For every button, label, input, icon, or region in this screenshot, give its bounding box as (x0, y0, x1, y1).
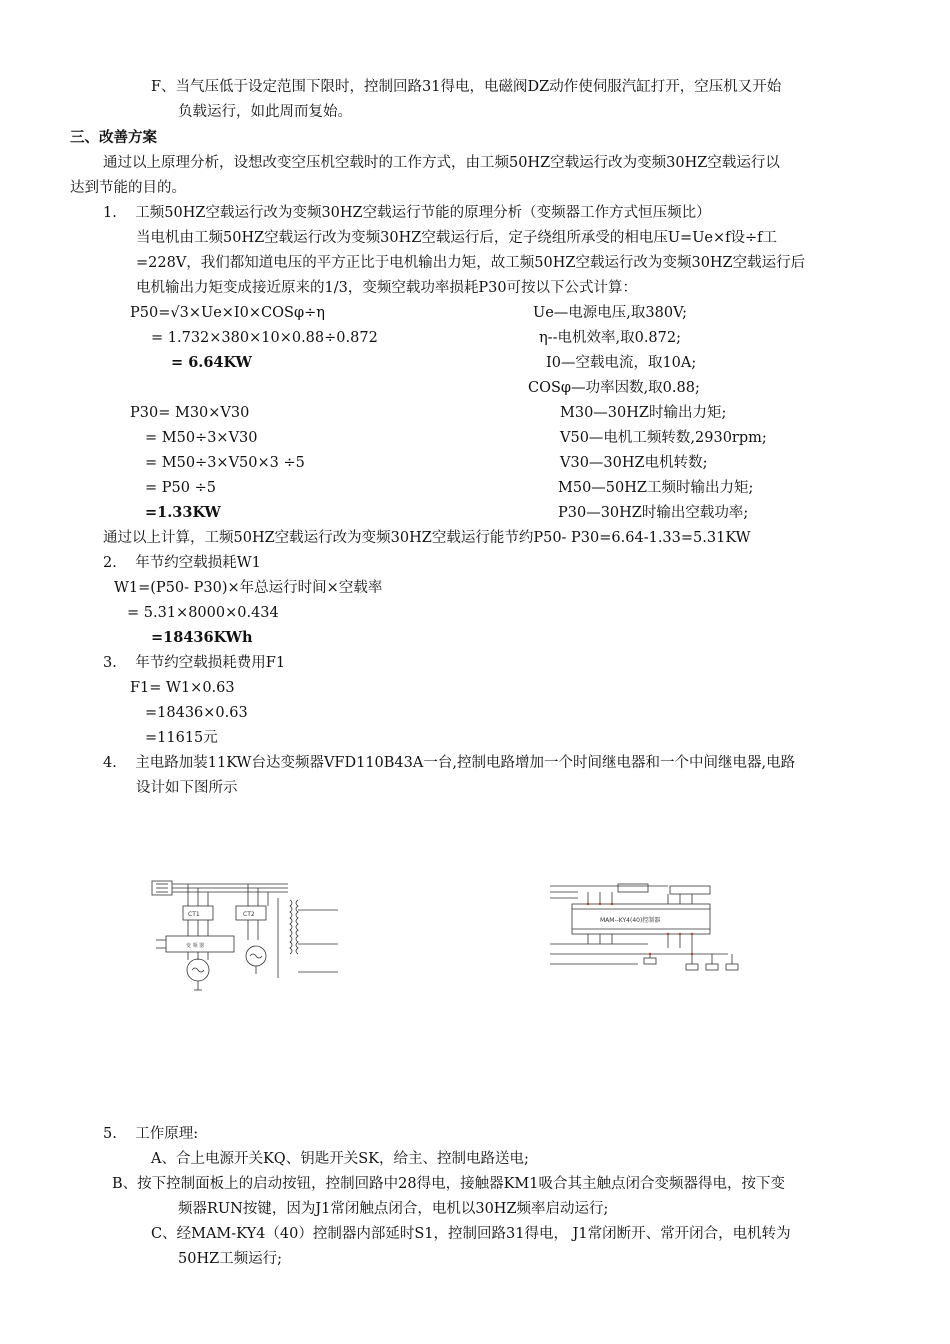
paragraph-line: F、当气压低于设定范围下限时，控制回路31得电，电磁阀DZ动作使伺服汽缸打开，空压机又开始 (151, 79, 782, 95)
definition-line: P30—30HZ时输出空载功率; (558, 505, 749, 521)
paragraph-line: 负载运行，如此周而复始。 (178, 104, 352, 120)
formula-line: =18436×0.63 (145, 705, 248, 721)
formula-line: = M50÷3×V30 (145, 430, 258, 446)
formula-line: = 5.31×8000×0.434 (127, 605, 279, 621)
control-circuit-diagram (548, 882, 743, 982)
definition-line: I0—空载电流，取10A; (546, 355, 697, 371)
ct1-label: CT1 (188, 911, 200, 918)
formula-result: =1.33KW (145, 504, 221, 521)
paragraph-line: C、经MAM-KY4（40）控制器内部延时S1，控制回路31得电， J1常闭断开、常开闭合，电机转为 (151, 1226, 791, 1242)
formula-line: W1=(P50- P30)×年总运行时间×空载率 (114, 580, 383, 596)
definition-line: Ue—电源电压,取380V; (533, 305, 687, 321)
formula-line: =11615元 (145, 730, 218, 746)
formula-line: P50=√3×Ue×I0×COSφ÷η (130, 305, 325, 321)
paragraph-line: 频器RUN按键，因为J1常闭触点闭合，电机以30HZ频率启动运行; (178, 1201, 609, 1217)
formula-line: P30= M30×V30 (130, 405, 250, 421)
definition-line: M30—30HZ时输出力矩; (560, 405, 727, 421)
list-item-heading: 5. 工作原理: (103, 1126, 199, 1142)
formula-line: = M50÷3×V50×3 ÷5 (145, 455, 305, 471)
definition-line: M50—50HZ工频时输出力矩; (558, 480, 754, 496)
paragraph-line: 达到节能的目的。 (70, 180, 186, 196)
paragraph-line: 当电机由工频50HZ空载运行改为变频30HZ空载运行后，定子绕组所承受的相电压U=Ue×f设÷f工 (136, 230, 778, 246)
controller-label: MAM--KY4(40)控制器 (600, 917, 661, 924)
section-heading: 三、改善方案 (70, 129, 157, 146)
definition-line: η--电机效率,取0.872; (539, 330, 681, 346)
paragraph-line: B、按下控制面板上的启动按钮，控制回路中28得电，接触器KM1吸合其主触点闭合变频器得电，按下变 (112, 1176, 786, 1192)
paragraph-line: 设计如下图所示 (136, 780, 238, 796)
paragraph-line: 50HZ工频运行; (178, 1251, 283, 1267)
list-item-heading: 2. 年节约空载损耗W1 (103, 555, 261, 571)
formula-line: = 1.732×380×10×0.88÷0.872 (151, 330, 378, 346)
paragraph-line: =228V，我们都知道电压的平方正比于电机输出力矩，故工频50HZ空载运行改为变频30HZ空载运行后 (136, 255, 806, 271)
paragraph-line: 通过以上计算，工频50HZ空载运行改为变频30HZ空载运行能节约P50- P30=6.64-1.33=5.31KW (103, 530, 751, 546)
definition-line: V30—30HZ电机转数; (560, 455, 708, 471)
definition-line: V50—电机工频转数,2930rpm; (560, 430, 767, 446)
inverter-label: 变 频 器 (186, 943, 205, 949)
list-item-heading: 3. 年节约空载损耗费用F1 (103, 655, 286, 671)
list-item-heading: 4. 主电路加装11KW台达变频器VFD110B43A一台,控制电路增加一个时间继电器和一个中间继电器,电路 (103, 755, 796, 771)
formula-result: =18436KWh (151, 629, 253, 646)
list-item-heading: 1. 工频50HZ空载运行改为变频30HZ空载运行节能的原理分析（变频器工作方式恒压频比） (103, 205, 711, 221)
definition-line: COSφ—功率因数,取0.88; (528, 380, 700, 396)
paragraph-line: 通过以上原理分析，设想改变空压机空载时的工作方式，由工频50HZ空载运行改为变频30HZ空载运行以 (103, 155, 780, 171)
formula-result: = 6.64KW (171, 354, 252, 371)
ct2-label: CT2 (243, 911, 255, 918)
formula-line: F1= W1×0.63 (130, 680, 235, 696)
paragraph-line: A、合上电源开关KQ、钥匙开关SK，给主、控制电路送电; (151, 1151, 529, 1167)
paragraph-line: 电机输出力矩变成接近原来的1/3，变频空载功率损耗P30可按以下公式计算： (136, 280, 638, 296)
formula-line: = P50 ÷5 (145, 480, 216, 496)
main-circuit-diagram (148, 878, 343, 998)
